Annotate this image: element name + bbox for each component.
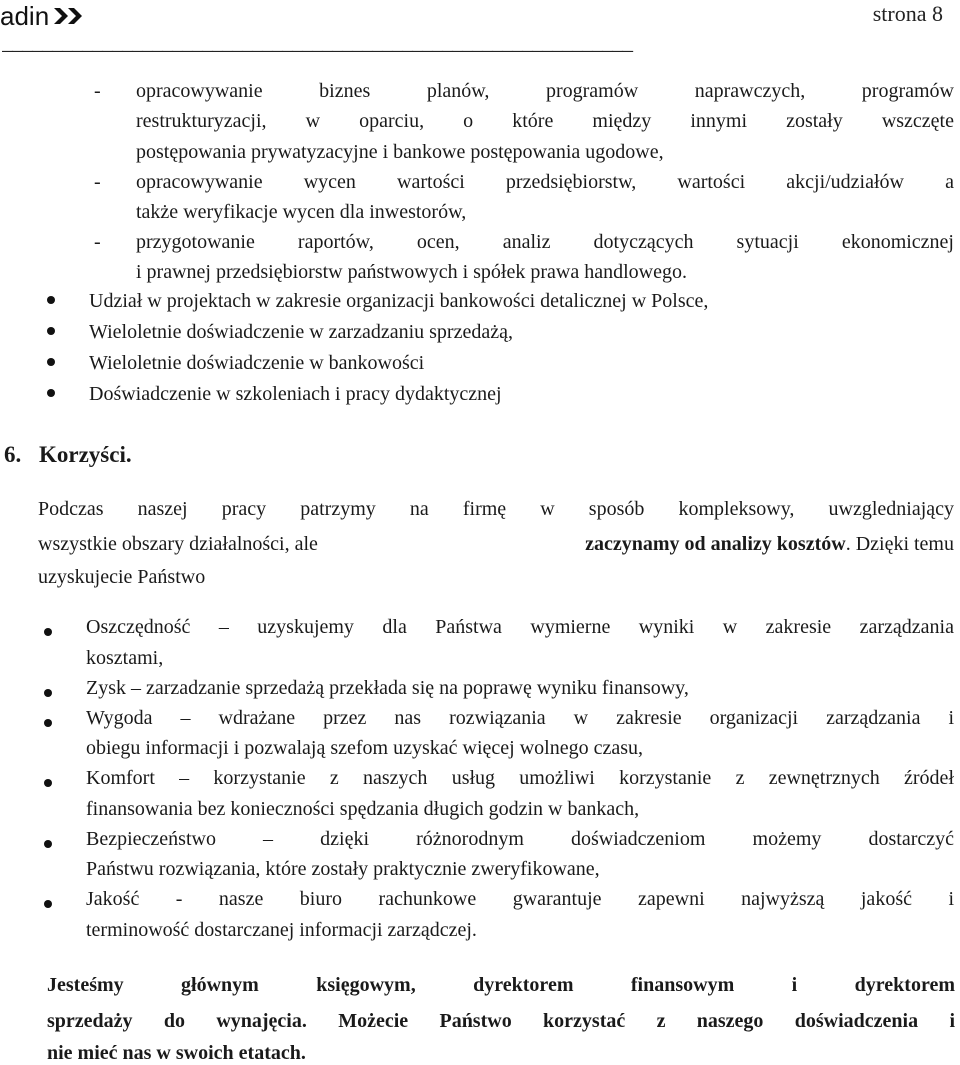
dash-marker: - (94, 80, 101, 102)
bullet-dot (47, 389, 55, 397)
dash-item-line: opracowywanie wycen wartości przedsiębiorstw, wartości akcji/udziałów a (136, 171, 954, 193)
intro-line: uzyskujecie Państwo (38, 566, 206, 588)
intro-emphasis: zaczynamy od analizy kosztów (585, 533, 846, 555)
closing-line: Jesteśmy głównym księgowym, dyrektorem finansowym i dyrektorem (47, 974, 955, 996)
bullet-dot (47, 327, 55, 335)
double-chevron-icon (52, 6, 88, 26)
benefit-line: terminowość dostarczanej informacji zarządczej. (86, 919, 477, 941)
intro-text: wszystkie obszary działalności, ale (38, 533, 318, 555)
bullet-dot (44, 719, 52, 727)
benefit-line: Państwu rozwiązania, które zostały praktycznie zweryfikowane, (86, 858, 600, 880)
bullet-dot (44, 840, 52, 848)
experience-item: Udział w projektach w zakresie organizacji bankowości detalicznej w Polsce, (89, 290, 709, 312)
header-rule: _______________________________________________________________ (2, 29, 632, 54)
benefit-line: Bezpieczeństwo – dzięki różnorodnym doświadczeniom możemy dostarczyć (86, 828, 954, 850)
section-number: 6. (4, 442, 22, 467)
bullet-dot (47, 358, 55, 366)
bullet-dot (44, 779, 52, 787)
dash-item-line: opracowywanie biznes planów, programów naprawczych, programów (136, 80, 954, 102)
benefit-line: obiegu informacji i pozwalają szefom uzyskać więcej wolnego czasu, (86, 737, 644, 759)
section-title: Korzyści. (39, 442, 132, 467)
benefit-line: Jakość - nasze biuro rachunkowe gwarantuje zapewni najwyższą jakość i (86, 888, 954, 910)
dash-item-line: i prawnej przedsiębiorstw państwowych i spółek prawa handlowego. (136, 261, 687, 283)
experience-item: Doświadczenie w szkoleniach i pracy dydaktycznej (89, 383, 502, 405)
benefit-line: kosztami, (86, 647, 164, 669)
experience-item: Wieloletnie doświadczenie w bankowości (89, 352, 425, 374)
intro-text: . Dzięki temu (845, 533, 954, 555)
benefit-line: Oszczędność – uzyskujemy dla Państwa wymierne wyniki w zakresie zarządzania (86, 616, 954, 638)
closing-line: nie mieć nas w swoich etatach. (47, 1042, 306, 1064)
dash-item-line: restrukturyzacji, w oparciu, o które między innymi zostały wszczęte (136, 110, 954, 132)
dash-item-line: także weryfikacje wycen dla inwestorów, (136, 201, 467, 223)
experience-item: Wieloletnie doświadczenie w zarzadzaniu sprzedażą, (89, 321, 513, 343)
company-logo (0, 0, 88, 32)
benefit-line: finansowania bez konieczności spędzania długich godzin w bankach, (86, 798, 640, 820)
logo-text: adin (0, 1, 50, 31)
dash-marker: - (94, 231, 101, 253)
intro-line (38, 532, 954, 556)
benefit-line: Wygoda – wdrażane przez nas rozwiązania w zakresie organizacji zarządzania i (86, 707, 954, 729)
bullet-dot (44, 628, 52, 636)
dash-marker: - (94, 171, 101, 193)
benefit-line: Komfort – korzystanie z naszych usług umożliwi korzystanie z zewnętrznych źródeł (86, 767, 954, 789)
bullet-dot (44, 689, 52, 697)
closing-line: sprzedaży do wynajęcia. Możecie Państwo korzystać z naszego doświadczenia i (47, 1010, 955, 1032)
dash-item-line: przygotowanie raportów, ocen, analiz dotyczących sytuacji ekonomicznej (136, 231, 954, 253)
intro-line: Podczas naszej pracy patrzymy na firmę w sposób kompleksowy, uwzgledniający (38, 498, 954, 520)
bullet-dot (44, 900, 52, 908)
dash-item-line: postępowania prywatyzacyjne i bankowe postępowania ugodowe, (136, 141, 664, 163)
section-heading (4, 441, 132, 469)
page-number: strona 8 (872, 1, 943, 26)
benefit-line: Zysk – zarzadzanie sprzedażą przekłada się na poprawę wyniku finansowy, (86, 677, 689, 699)
bullet-dot (47, 296, 55, 304)
